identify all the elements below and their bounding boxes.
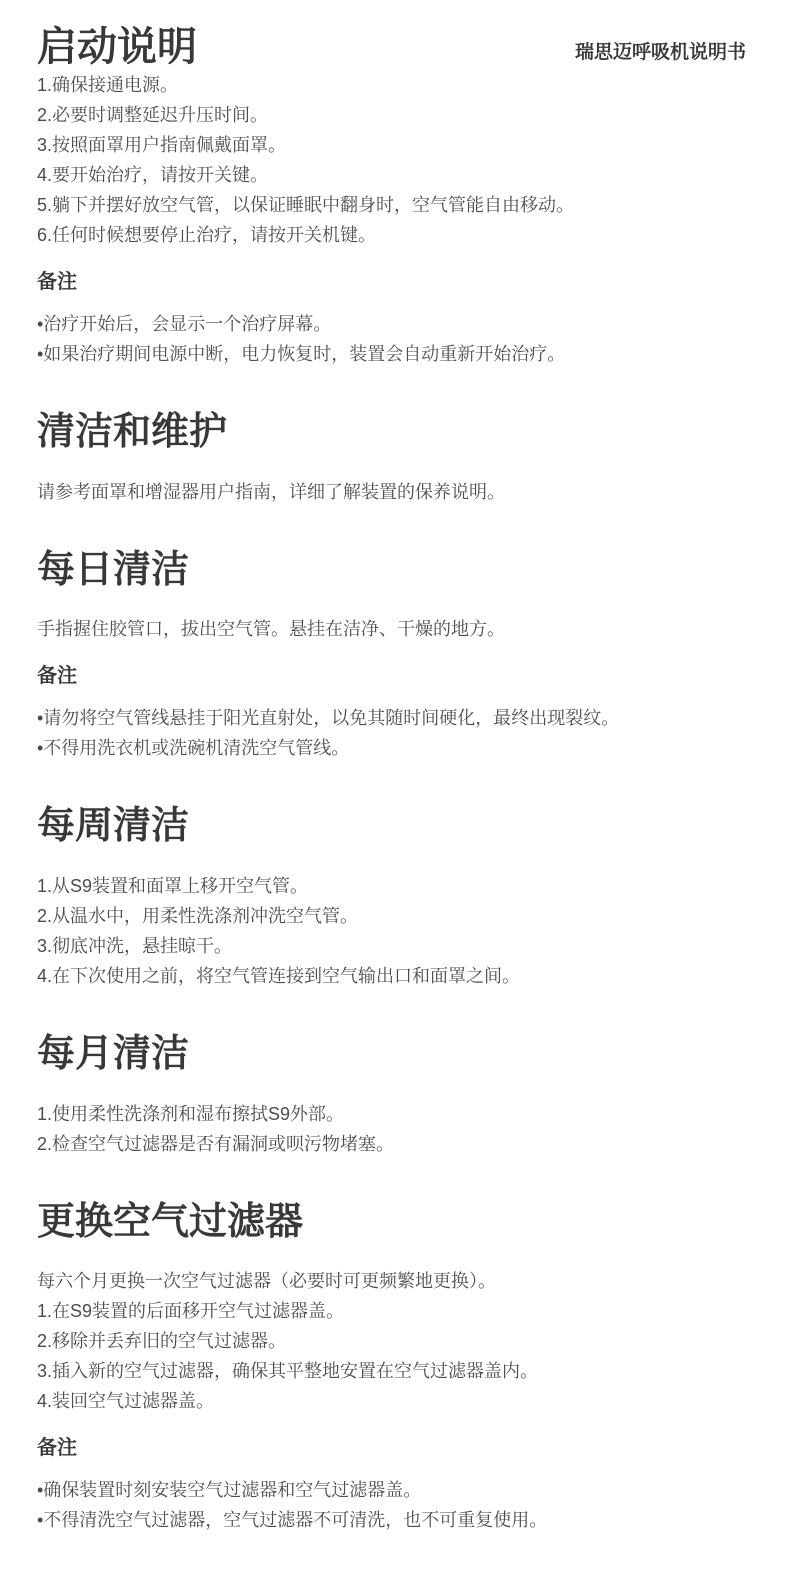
- weekly-cleaning-steps: [37, 871, 746, 991]
- note-heading: 备注: [37, 665, 77, 688]
- section-heading-cleaning-maintenance: 清洁和维护: [37, 411, 228, 453]
- note-line: •治疗开始后，会显示一个治疗屏幕。: [37, 314, 332, 334]
- note-line: •不得用洗衣机或洗碗机清洗空气管线。: [37, 738, 350, 759]
- step-line: 3.按照面罩用户指南佩戴面罩。: [37, 135, 287, 155]
- replace-filter-notes: [37, 1475, 746, 1535]
- step-line: 3.插入新的空气过滤器，确保其平整地安置在空气过滤器盖内。: [37, 1361, 539, 1382]
- step-line: 6.任何时候想要停止治疗，请按开关机键。: [37, 225, 377, 245]
- note-line: •请勿将空气管线悬挂于阳光直射处，以免其随时间硬化，最终出现裂纹。: [37, 708, 620, 729]
- step-line: 4.要开始治疗，请按开关键。: [37, 165, 269, 185]
- section-heading-daily-cleaning: 每日清洁: [37, 548, 190, 591]
- step-line: 1.确保接通电源。: [37, 75, 179, 95]
- section-heading-monthly-cleaning: 每月清洁: [37, 1033, 190, 1076]
- paragraph: 每六个月更换一次空气过滤器（必要时可更频繁地更换）。: [37, 1271, 496, 1292]
- section-heading-weekly-cleaning: 每周清洁: [37, 805, 190, 848]
- daily-cleaning-notes: [37, 703, 746, 763]
- step-line: 5.躺下并摆好放空气管，以保证睡眠中翻身时，空气管能自由移动。: [37, 195, 575, 215]
- monthly-cleaning-steps: [37, 1099, 746, 1159]
- step-line: 2.检查空气过滤器是否有漏洞或呗污物堵塞。: [37, 1133, 395, 1154]
- header-row: [37, 24, 746, 70]
- paragraph: 手指握住胶管口，拔出空气管。悬挂在洁净、干燥的地方。: [37, 619, 505, 640]
- startup-steps: [37, 70, 746, 250]
- step-line: 1.从S9装置和面罩上移开空气管。: [37, 876, 309, 897]
- step-line: 4.在下次使用之前，将空气管连接到空气输出口和面罩之间。: [37, 966, 521, 987]
- note-line: •如果治疗期间电源中断，电力恢复时，装置会自动重新开始治疗。: [37, 344, 566, 364]
- step-line: 4.装回空气过滤器盖。: [37, 1391, 215, 1412]
- section-heading-replace-air-filter: 更换空气过滤器: [37, 1200, 304, 1243]
- document-title: 瑞思迈呼吸机说明书: [574, 42, 746, 63]
- startup-notes: [37, 309, 746, 369]
- step-line: 1.在S9装置的后面移开空气过滤器盖。: [37, 1301, 345, 1322]
- step-line: 2.必要时调整延迟升压时间。: [37, 105, 269, 125]
- note-line: •确保装置时刻安装空气过滤器和空气过滤器盖。: [37, 1480, 422, 1501]
- note-heading: 备注: [37, 1437, 77, 1460]
- note-line: •不得清洗空气过滤器，空气过滤器不可清洗，也不可重复使用。: [37, 1510, 548, 1531]
- step-line: 1.使用柔性洗涤剂和湿布擦拭S9外部。: [37, 1103, 345, 1124]
- note-heading: 备注: [37, 271, 77, 293]
- section-heading-startup: 启动说明: [37, 25, 197, 69]
- step-line: 3.彻底冲洗，悬挂晾干。: [37, 936, 233, 957]
- replace-filter-steps: [37, 1296, 746, 1416]
- paragraph: 请参考面罩和增湿器用户指南，详细了解装置的保养说明。: [37, 481, 505, 502]
- step-line: 2.移除并丢弃旧的空气过滤器。: [37, 1331, 287, 1352]
- step-line: 2.从温水中，用柔性洗涤剂冲洗空气管。: [37, 906, 359, 927]
